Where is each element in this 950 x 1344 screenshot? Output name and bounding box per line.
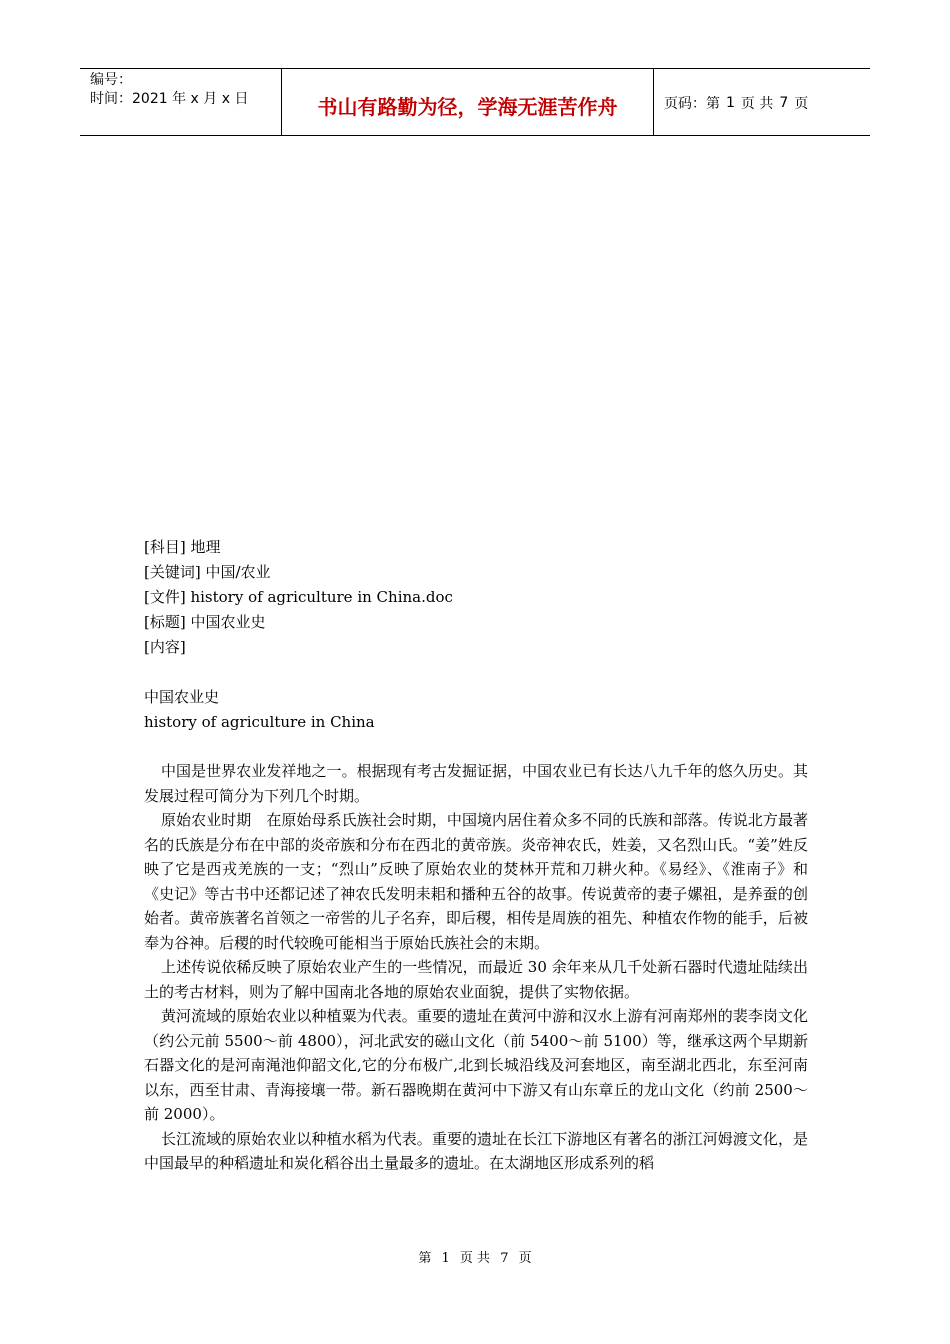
paragraph: 上述传说依稀反映了原始农业产生的一些情况，而最近 30 余年来从几千处新石器时代遗址陆续出土的考古材料，则为了解中国南北各地的原始农业面貌，提供了实物依据。 xyxy=(144,958,808,1001)
header-page-info xyxy=(654,69,870,135)
meta-file: [文件] history of agriculture in China.doc xyxy=(144,588,453,606)
paragraph: 原始农业时期 在原始母系氏族社会时期，中国境内居住着众多不同的氏族和部落。传说北方最著名的氏族是分布在中部的炎帝族和分布在西北的黄帝族。炎帝神农氏，姓姜，又名烈山氏。“姜”姓反映了它是西戎羌族的一支；“烈山”反映了原始农业的焚林开荒和刀耕火种。《易经》、《淮南子》和《史记》等古书中还都记述了神农氏发明耒耜和播种五谷的故事。传说黄帝的妻子嫘祖，是养蚕的创始者。黄帝族著名首领之一帝喾的儿子名弃，即后稷，相传是周族的祖先、种植农作物的能手，后被奉为谷神。后稷的时代较晚可能相当于原始氏族社会的末期。 xyxy=(144,811,808,952)
header-left-cell xyxy=(80,69,282,135)
header-page-end: 页 xyxy=(794,95,809,112)
document-meta xyxy=(144,535,453,660)
page-footer xyxy=(0,1247,950,1266)
article-title-cn: 中国农业史 xyxy=(144,688,220,706)
article-title-block xyxy=(144,685,375,735)
header-page-current: 1 xyxy=(726,94,735,111)
paragraph: 黄河流域的原始农业以种植粟为代表。重要的遗址在黄河中游和汉水上游有河南郑州的裴李岗文化（约公元前 5500～前 4800），河北武安的磁山文化（前 5400～前 5100）等，继承这两个早期新石器文化的是河南渑池仰韶文化,它的分布极广,北到长城沿线及河套地区，南至湖北西北，东至河南以东，西至甘肃、青海接壤一带。新石器晚期在黄河中下游又有山东章丘的龙山文化（约前 2500～前 2000）。 xyxy=(144,1007,808,1123)
footer-pre: 第 xyxy=(418,1251,432,1266)
footer-current-page: 1 xyxy=(441,1251,450,1266)
meta-subject: [科目] 地理 xyxy=(144,538,221,556)
article-title-en: history of agriculture in China xyxy=(144,713,375,731)
document-number-label: 编号： xyxy=(90,72,132,88)
article-body xyxy=(144,759,808,1176)
document-date-label: 时间：2021 年 x 月 x 日 xyxy=(90,91,249,107)
meta-title: [标题] 中国农业史 xyxy=(144,613,266,631)
page-header xyxy=(80,68,870,136)
meta-keywords: [关键词] 中国/农业 xyxy=(144,563,271,581)
header-page-mid: 页 共 xyxy=(740,95,774,112)
footer-total-pages: 7 xyxy=(500,1251,509,1266)
header-motto: 书山有路勤为径，学海无涯苦作舟 xyxy=(282,69,654,135)
paragraph: 中国是世界农业发祥地之一。根据现有考古发掘证据，中国农业已有长达八九千年的悠久历史。其发展过程可简分为下列几个时期。 xyxy=(144,762,808,805)
footer-mid: 页 共 xyxy=(459,1251,491,1266)
meta-content: [内容] xyxy=(144,638,186,656)
header-page-total: 7 xyxy=(779,94,789,111)
footer-post: 页 xyxy=(518,1251,532,1266)
header-page-label: 页码：第 xyxy=(664,95,720,112)
paragraph: 长江流域的原始农业以种植水稻为代表。重要的遗址在长江下游地区有著名的浙江河姆渡文化，是中国最早的种稻遗址和炭化稻谷出土量最多的遗址。在太湖地区形成系列的稻 xyxy=(144,1129,808,1172)
